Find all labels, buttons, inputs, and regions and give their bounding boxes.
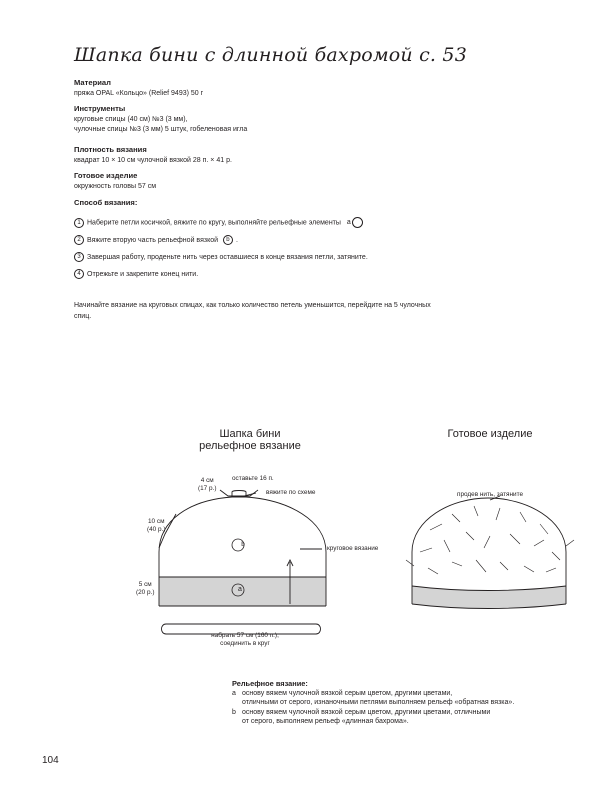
legend-text-b [242,708,490,727]
label-10cm-group [147,518,165,535]
legend-item-b [232,708,552,727]
label-pattern: вяжите по схеме [266,489,316,496]
step-number-3: 3 [74,252,84,262]
step-text-2: Вяжите вторую часть рельефной вязкой [87,236,219,244]
finished-label: продев нить, затяните [457,491,524,498]
label-5cm-group [136,581,154,598]
label-remain: оставьте 16 п. [232,475,274,482]
tools-heading: Инструменты [74,104,126,113]
density-text: квадрат 10 × 10 см чулочной вязкой 28 п. × 41 р. [74,156,232,164]
legend-b-line-1: основу вяжем чулочной вязкой серым цветом, другими цветами, отличными [242,708,491,716]
legend-item-a [232,689,552,708]
step-marker-1: a [346,219,351,227]
step-number-1: 1 [74,218,84,228]
knitting-note: Начинайте вязание на круговых спицах, как только количество петель уменьшится, перейдите на 5 чулочных спиц. [74,302,431,320]
legend-b-line-2: от серого, выполняем рельеф «длинная бахрома». [242,718,409,726]
schema-title-line-1: Шапка бини [219,428,281,440]
page-title: Шапка бини с длинной бахромой с. 53 [74,44,467,66]
finished-size-text: окружность головы 57 см [74,182,157,190]
legend-a-line-1: основу вяжем чулочной вязкой серым цветом, другими цветами, [242,689,453,697]
finished-size-heading: Готовое изделие [74,171,138,180]
step-text-3: Завершая работу, проденьте нить через оставшиеся в конце вязания петли, затяните. [87,253,368,261]
label-circular: круговое вязание [327,545,379,552]
legend-text-a [242,689,514,708]
hat-schema [159,490,326,634]
finished-band [412,586,566,609]
label-20p: (20 р.) [136,589,155,597]
schema-title-line-2: рельефное вязание [199,440,301,452]
density-heading: Плотность вязания [74,145,147,154]
cast-on-label-group [190,632,300,649]
step-number-4: 4 [74,269,84,279]
page-number: 104 [42,755,59,766]
label-5cm: 5 см [138,581,152,588]
cast-on-line-2: соединить в круг [220,640,270,648]
legend-marker-b: b [232,708,236,716]
finished-title: Готовое изделие [447,428,533,440]
zone-b-label: b [241,541,245,548]
cast-on-line-1: набрать 57 см (160 п.), [211,632,279,639]
label-4cm-group [198,477,216,494]
legend-heading: Рельефное вязание: [232,679,308,688]
label-40p: (40 р.) [147,526,166,534]
zone-a-label: a [238,586,242,593]
step-text-4: Отрежьте и закрепите конец нити. [87,270,199,278]
label-4cm: 4 см [200,477,214,484]
step-text-1: Наберите петли косичкой, вяжите по кругу, выполняйте рельефные элементы [87,219,341,227]
finished-hat [412,496,566,609]
material-heading: Материал [74,78,111,87]
method-step-2: 2 Вяжите вторую часть рельефной вязкой b . [74,235,238,245]
legend-marker-a: a [232,689,236,697]
legend [232,679,552,727]
label-10cm: 10 см [148,518,165,525]
material-text: пряжа OPAL «Кольцо» (Relief 9493) 50 г [74,89,204,97]
step-number-2: 2 [74,235,84,245]
label-17p: (17 р.) [198,485,217,493]
step-marker-2: b [223,235,233,245]
method-heading: Способ вязания: [74,198,138,207]
tools-line-1: круговые спицы (40 см) №3 (3 мм), [74,115,188,123]
legend-a-line-2: отличными от серого, изнаночными петлями выполняем рельеф «обратная вязка». [242,699,515,707]
tools-line-2: чулочные спицы №3 (3 мм) 5 штук, гобеленовая игла [74,126,248,133]
